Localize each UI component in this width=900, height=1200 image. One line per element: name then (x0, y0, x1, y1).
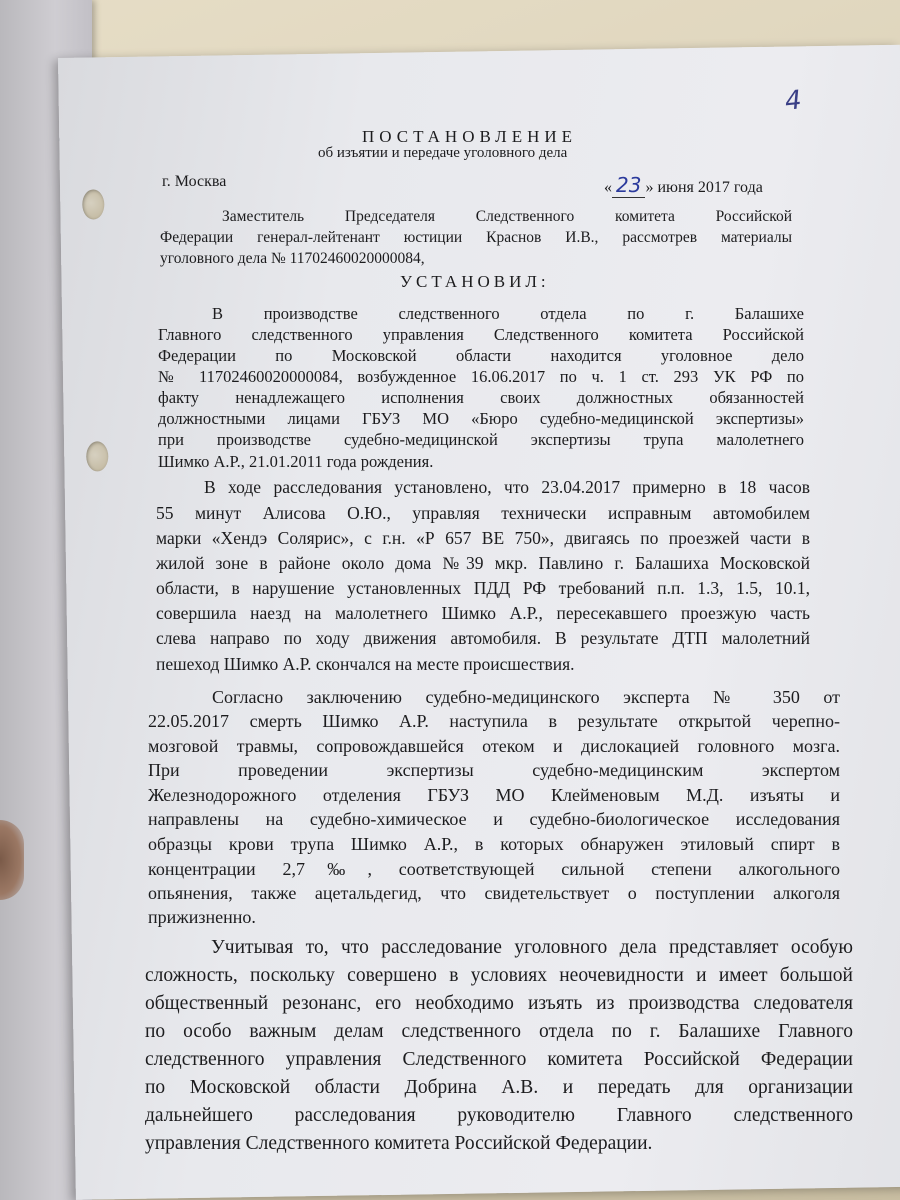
date-rest: » июня 2017 года (645, 179, 763, 196)
paragraph-line: жилой зоне в районе около дома №39 мкр. Павлино г. Балашиха Московской (156, 553, 810, 573)
paragraph-line: мозговой травмы, сопровождавшейся отеком и дислокацией головного мозга. (148, 736, 840, 756)
paragraph-line: Главного следственного управления Следственного комитета Российской (158, 325, 804, 344)
paragraph-line: управления Следственного комитета Российской Федерации. (145, 1133, 653, 1154)
paragraph-line: следственного управления Следственного комитета Российской Федерации (145, 1049, 853, 1070)
paragraph-line: марки «Хендэ Солярис», с г.н. «Р 657 ВЕ 750», двигаясь по проезжей части в (156, 528, 810, 548)
paragraph-line: по особо важным делам следственного отдела по г. Балашихе Главного (145, 1021, 853, 1042)
paragraph-line: факту ненадлежащего исполнения своих должностных обязанностей (158, 388, 804, 407)
handwritten-page-number: 4 (783, 85, 804, 117)
paragraph-line: совершила наезд на малолетнего Шимко А.Р., пересекавшего проезжую часть (156, 603, 810, 623)
paragraph-line: прижизненно. (148, 907, 256, 927)
paragraph-line: В производстве следственного отдела по г. Балашихе (212, 304, 804, 323)
paragraph-line: Согласно заключению судебно-медицинского эксперта № 350 от (212, 687, 840, 707)
paragraph-line: пешеход Шимко А.Р. скончался на месте происшествия. (156, 654, 575, 674)
intro-line: уголовного дела № 11702460020000084, (160, 250, 425, 267)
paragraph-line: Учитывая то, что расследование уголовного дела представляет особую (211, 937, 853, 958)
paragraph-line: по Московской области Добрина А.В. и передать для организации (145, 1077, 853, 1098)
paragraph-line: 22.05.2017 смерть Шимко А.Р. наступила в результате открытой черепно- (148, 711, 840, 731)
paragraph-line: При проведении экспертизы судебно-медицинским экспертом (148, 760, 840, 780)
paragraph-line: Шимко А.Р., 21.01.2011 года рождения. (158, 452, 434, 471)
paragraph-line: слева направо по ходу движения автомобиля. В результате ДТП малолетний (156, 628, 810, 648)
date-open-quote: « (604, 179, 612, 196)
paragraph-line: сложность, поскольку совершено в условиях неочевидности и имеет большой (145, 965, 853, 986)
intro-line: Заместитель Председателя Следственного комитета Российской (222, 208, 792, 225)
document-subtitle: об изъятии и передаче уголовного дела (318, 145, 568, 161)
punch-hole (86, 441, 108, 471)
section-heading: УСТАНОВИЛ: (400, 272, 550, 291)
paragraph-line: Федерации по Московской области находится уголовное дело (158, 346, 804, 365)
punch-hole (82, 189, 104, 219)
document-title: ПОСТАНОВЛЕНИЕ (362, 127, 578, 146)
paragraph-line: направлены на судебно-химическое и судебно-биологическое исследования (148, 809, 840, 829)
paragraph-line: должностными лицами ГБУЗ МО «Бюро судебно-медицинской экспертизы» (158, 409, 804, 428)
intro-line: Федерации генерал-лейтенант юстиции Краснов И.В., рассмотрев материалы (160, 229, 792, 246)
paragraph-line: опьянения, также ацетальдегид, что свидетельствует о поступлении алкоголя (148, 883, 840, 903)
date-day-handwritten: 23 (612, 173, 645, 198)
paragraph-line: области, в нарушение установленных ПДД РФ требований п.п. 1.3, 1.5, 10.1, (156, 578, 810, 598)
thumb (0, 820, 24, 900)
paragraph-line: при производстве судебно-медицинской экспертизы трупа малолетнего (158, 430, 804, 449)
paragraph-line: общественный резонанс, его необходимо изъять из производства следователя (145, 993, 853, 1014)
paragraph-line: В ходе расследования установлено, что 23.04.2017 примерно в 18 часов (204, 477, 810, 497)
paragraph-line: Железнодорожного отделения ГБУЗ МО Клейменовым М.Д. изъяты и (148, 785, 840, 805)
document-city: г. Москва (162, 173, 227, 190)
paragraph-line: образцы крови трупа Шимко А.Р., в которых обнаружен этиловый спирт в (148, 834, 840, 854)
paragraph-line: дальнейшего расследования руководителю Главного следственного (145, 1105, 853, 1126)
document-date (604, 173, 763, 197)
paragraph-line: концентрации 2,7‰, соответствующей сильной степени алкогольного (148, 859, 840, 879)
paragraph-line: 55 минут Алисова О.Ю., управляя технически исправным автомобилем (156, 503, 810, 523)
paragraph-line: № 11702460020000084, возбужденное 16.06.2017 по ч. 1 ст. 293 УК РФ по (158, 367, 804, 386)
